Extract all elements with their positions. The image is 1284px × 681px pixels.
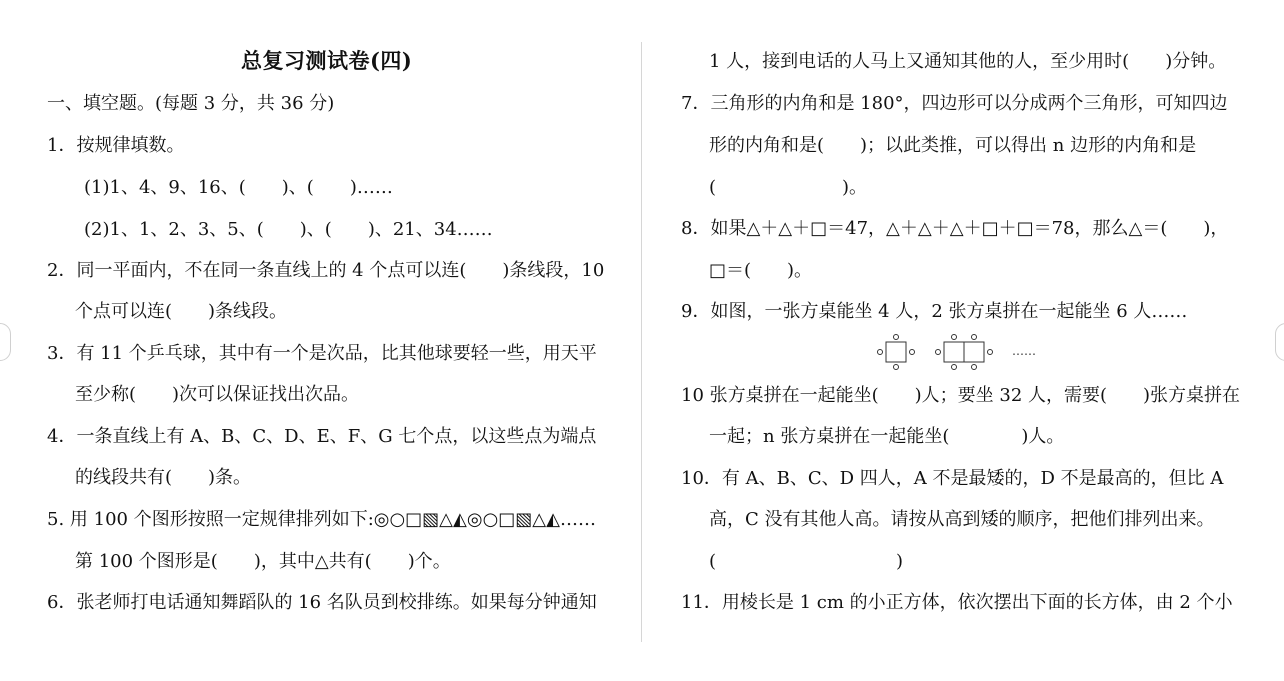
page-title: 总复习测试卷(四) — [241, 48, 413, 73]
question-10-cont: 高，C 没有其他人高。请按从高到矮的顺序，把他们排列出来。 — [709, 509, 1215, 530]
seat-right-2 — [988, 350, 993, 355]
table-2b — [964, 342, 984, 362]
question-1-part-2: (2)1、1、2、3、5、( )、( )、21、34…… — [84, 219, 493, 240]
question-6-cont: 1 人，接到电话的人马上又通知其他的人，至少用时( )分钟。 — [709, 51, 1227, 72]
question-2-cont: 个点可以连( )条线段。 — [75, 301, 288, 322]
seat-bottom-b — [972, 365, 977, 370]
question-7: 7．三角形的内角和是 180°，四边形可以分成两个三角形，可知四边 — [681, 93, 1228, 114]
question-3-cont: 至少称( )次可以保证找出次品。 — [75, 384, 360, 405]
question-7-cont: 形的内角和是( )；以此类推，可以得出 n 边形的内角和是 — [709, 135, 1197, 156]
seat-left-2 — [936, 350, 941, 355]
table-1 — [886, 342, 906, 362]
question-5: 5. 用 100 个图形按照一定规律排列如下:◎○□▧△◭◎○□▧△◭…… — [47, 509, 596, 530]
question-8: 8．如果△＋△＋□＝47，△＋△＋△＋□＋□＝78，那么△＝( )， — [681, 218, 1229, 239]
question-1-part-1: (1)1、4、9、16、( )、( )…… — [84, 177, 393, 198]
seat-top — [894, 335, 899, 340]
seat-bottom — [894, 365, 899, 370]
question-4: 4．一条直线上有 A、B、C、D、E、F、G 七个点，以这些点为端点 — [47, 426, 597, 447]
question-10: 10．有 A、B、C、D 四人，A 不是最矮的，D 不是最高的，但比 A — [681, 468, 1224, 489]
question-4-cont: 的线段共有( )条。 — [75, 467, 252, 488]
column-divider — [641, 42, 642, 642]
question-11: 11．用棱长是 1 cm 的小正方体，依次摆出下面的长方体，由 2 个小 — [681, 592, 1233, 613]
seat-right — [910, 350, 915, 355]
question-2: 2．同一平面内，不在同一条直线上的 4 个点可以连( )条线段，10 — [47, 260, 605, 281]
question-7-blank: ( )。 — [709, 177, 868, 198]
question-3: 3．有 11 个乒乓球，其中有一个是次品，比其他球要轻一些，用天平 — [47, 343, 597, 364]
question-9-cont: 10 张方桌拼在一起能坐( )人；要坐 32 人，需要( )张方桌拼在 — [681, 385, 1241, 406]
table-seating-figure — [872, 333, 1042, 373]
section-heading: 一、填空题。(每题 3 分，共 36 分) — [47, 93, 335, 114]
question-10-blank: ( ) — [709, 551, 904, 572]
seat-top-b — [972, 335, 977, 340]
question-5-cont: 第 100 个图形是( )，其中△共有( )个。 — [75, 551, 451, 572]
table-2a — [944, 342, 964, 362]
prev-page-button[interactable] — [0, 323, 11, 361]
question-9: 9．如图，一张方桌能坐 4 人，2 张方桌拼在一起能坐 6 人…… — [681, 301, 1188, 322]
seat-left — [878, 350, 883, 355]
seat-bottom-a — [952, 365, 957, 370]
figure-ellipsis: …… — [1012, 344, 1036, 358]
seat-top-a — [952, 335, 957, 340]
next-page-button[interactable] — [1275, 323, 1284, 361]
question-1: 1．按规律填数。 — [47, 135, 185, 156]
question-6: 6．张老师打电话通知舞蹈队的 16 名队员到校排练。如果每分钟通知 — [47, 592, 597, 613]
question-8-cont: □＝( )。 — [709, 260, 813, 281]
question-9-cont-2: 一起；n 张方桌拼在一起能坐( )人。 — [709, 426, 1065, 447]
